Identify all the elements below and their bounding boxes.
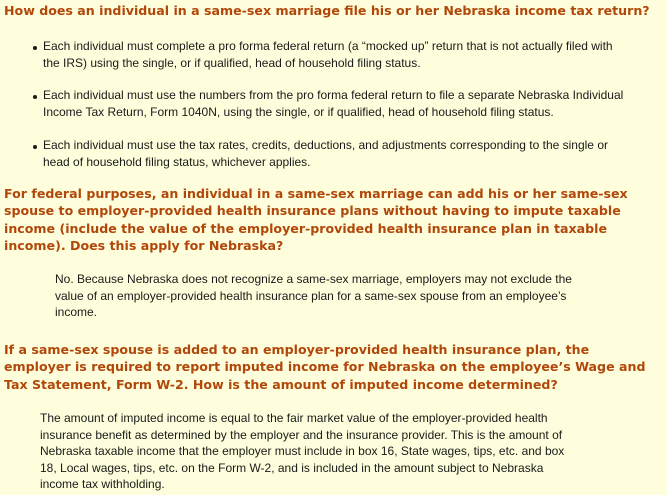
list-item-text bbox=[43, 137, 608, 170]
text-line: Income Tax Return, Form 1040N, using the single, or if qualified, head of household filing status. bbox=[43, 104, 554, 119]
text-line: insurance benefit as determined by the employer and the insurance provider. This is the amount of bbox=[40, 427, 563, 442]
list-item-text bbox=[43, 38, 613, 71]
question-federal-health-insurance bbox=[4, 185, 628, 254]
text-line: 18, Local wages, tips, etc. on the Form W-2, and is included in the amount subject to Nebraska bbox=[40, 460, 544, 475]
text-line: Each individual must use the tax rates, credits, deductions, and adjustments corresponding to the single or bbox=[43, 138, 608, 152]
bullet-icon bbox=[33, 95, 37, 99]
text-line: value of an employer-provided health insurance plan for a same-sex spouse from an employee’s bbox=[55, 288, 567, 303]
bullet-icon bbox=[33, 46, 37, 50]
question-line: income). Does this apply for Nebraska? bbox=[4, 237, 284, 253]
text-line: head of household filing status, whichever applies. bbox=[43, 154, 311, 169]
text-line: the IRS) using the single, or if qualified, head of household filing status. bbox=[43, 55, 421, 70]
text-line: Each individual must use the numbers from the pro forma federal return to file a separate Nebraska Individual bbox=[43, 88, 624, 102]
text-line: income tax withholding. bbox=[40, 477, 165, 491]
question-line: If a same-sex spouse is added to an employer-provided health insurance plan, the bbox=[4, 342, 590, 357]
question-imputed-income bbox=[4, 341, 645, 393]
text-line: Nebraska taxable income that the employer must include in box 16, State wages, tips, etc. and box bbox=[40, 444, 565, 458]
question-line: income (include the value of the employer-provided health insurance plan in taxable bbox=[4, 220, 607, 236]
answer-imputed-income bbox=[40, 410, 564, 493]
text-line: No. Because Nebraska does not recognize a same-sex marriage, employers may not exclude the bbox=[55, 272, 572, 286]
list-item-text bbox=[43, 87, 623, 120]
question-line: For federal purposes, an individual in a same-sex marriage can add his or her same-sex bbox=[4, 186, 628, 201]
answer-federal-health-insurance bbox=[55, 271, 572, 321]
text-line: The amount of imputed income is equal to the fair market value of the employer-provided health bbox=[40, 411, 548, 425]
question-line: How does an individual in a same-sex marriage file his or her Nebraska income tax return? bbox=[4, 3, 650, 18]
question-line: employer is required to report imputed income for Nebraska on the employee’s Wage and bbox=[4, 359, 646, 375]
bullet-icon bbox=[33, 145, 37, 149]
question-line: Tax Statement, Form W-2. How is the amount of imputed income determined? bbox=[4, 376, 558, 392]
question-line: spouse to employer-provided health insurance plans without having to impute taxable bbox=[4, 203, 621, 219]
question-filing bbox=[4, 2, 650, 19]
text-line: Each individual must complete a pro forma federal return (a “mocked up” return that is not actually filed with bbox=[43, 39, 613, 53]
text-line: income. bbox=[55, 305, 98, 319]
